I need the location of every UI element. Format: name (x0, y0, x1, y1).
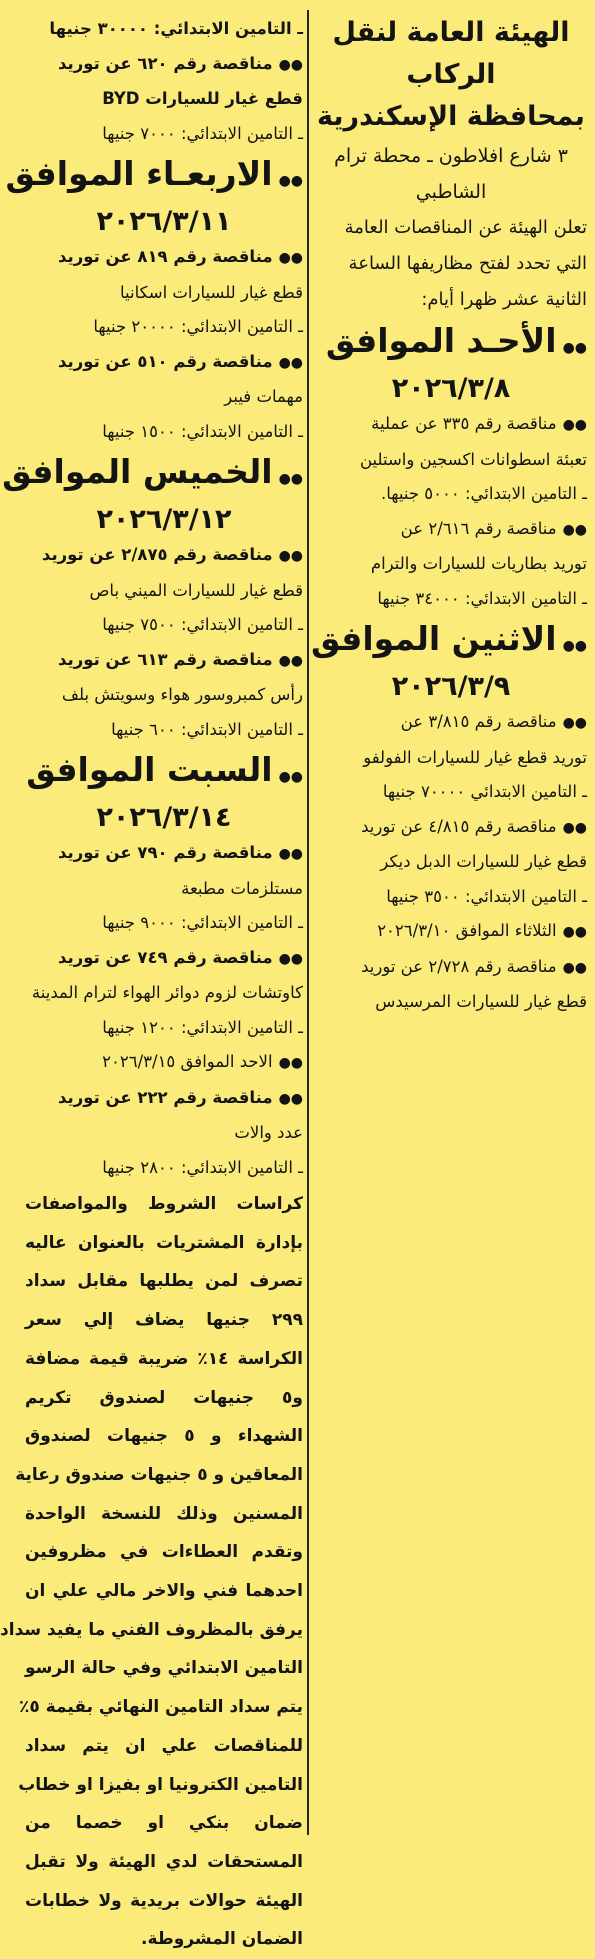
left-tender-blocks (2, 12, 303, 1185)
tender-line (315, 775, 587, 810)
tender-line (315, 950, 587, 986)
tender-line (25, 574, 303, 609)
tender-line-text: قطع غيار للسيارات اسكانيا (120, 282, 303, 302)
tender-line (25, 1081, 303, 1117)
day-heading-date: ٢٠٢٦/٣/١٢ (96, 504, 232, 535)
tender-line-text: ـ التامين الابتدائي: ٩٠٠٠ جنيها (102, 913, 303, 932)
tender-line-text: مناقصة رقم ٢/٨٧٥ عن توريد (41, 545, 273, 564)
conditions-paragraph (0, 1185, 303, 1959)
conditions-line: التامين الكترونيا او بفيزا او خطاب (18, 1774, 303, 1795)
conditions-line: الكراسة ١٤٪ ضريبة قيمة مضافة (25, 1348, 303, 1369)
tender-line-text: ـ التامين الابتدائي: ٦٠٠ جنيها (111, 719, 303, 739)
tender-line (25, 643, 303, 679)
tender-line (25, 82, 303, 117)
bullet-dots-icon: ●● (278, 548, 303, 564)
tender-line (315, 443, 587, 478)
day-heading (315, 318, 587, 407)
tender-line (315, 914, 587, 950)
bullet-dots-icon: ●● (562, 715, 587, 731)
day-heading-date: ٢٠٢٦/٣/٩ (391, 671, 511, 702)
bullet-dots-icon: ●● (278, 950, 303, 967)
day-heading (5, 151, 303, 240)
tender-line-text: قطع غيار للسيارات الميني باص (89, 580, 303, 600)
tender-line (25, 678, 303, 713)
tender-line-text: مناقصة رقم ٦١٣ عن توريد (58, 649, 273, 669)
day-heading-title (25, 747, 303, 800)
tender-line-text: قطع غيار للسيارات المرسيدس (375, 992, 587, 1011)
intro (315, 210, 587, 318)
conditions-line: الضمان المشروطة. (141, 1929, 303, 1950)
tender-line-text: تعبئة اسطوانات اكسجين واستلين (359, 449, 587, 469)
tender-line-text: ـ التامين الابتدائي: ٣٤٠٠٠ جنيها (377, 588, 587, 608)
tender-line (315, 547, 587, 582)
tender-line (25, 310, 303, 345)
bullet-dots-icon: ●● (562, 819, 587, 836)
tender-line (315, 985, 587, 1020)
left-column (0, 12, 303, 1959)
tender-line (25, 608, 303, 643)
tender-line (25, 872, 303, 907)
bullet-dots-icon: ●● (278, 1055, 303, 1071)
conditions-line: المسنين وذلك للنسخة الواحدة (25, 1503, 303, 1524)
bullet-dots-icon: ●● (278, 173, 303, 189)
tender-line-text: توريد بطاريات للسيارات والترام (370, 554, 587, 573)
tender-line-text: مستلزمات مطبعة (181, 878, 303, 898)
day-heading-title (310, 616, 587, 669)
address (315, 138, 587, 210)
column-divider (307, 10, 309, 1835)
tender-line-text: عدد والات (234, 1123, 303, 1142)
tender-line-text: ـ التامين الابتدائي: ٣٥٠٠ جنيها (386, 886, 587, 906)
day-heading-text: السبت الموافق (26, 750, 273, 789)
tender-line (25, 836, 303, 872)
tender-line-text: مناقصة رقم ٦٢٠ عن توريد (58, 53, 273, 73)
conditions-line: و٥ جنيهات لصندوق تكريم (25, 1387, 303, 1408)
bullet-dots-icon: ●● (278, 652, 303, 669)
day-heading-text: الأحـد الموافق (325, 321, 557, 360)
conditions-line: ٢٩٩ جنيها يضاف إلي سعر (25, 1310, 303, 1331)
tender-line-text: ـ التامين الابتدائي: ٣٠٠٠٠ جنيها (49, 19, 303, 38)
tender-line (25, 345, 303, 381)
tender-line-text: ـ التامين الابتدائي ٧٠٠٠٠ جنيها (382, 782, 587, 801)
conditions-line: المعاقين و ٥ جنيهات صندوق رعاية (15, 1464, 303, 1485)
tender-line (25, 415, 303, 450)
bullet-dots-icon: ●● (278, 846, 303, 862)
bullet-dots-icon: ●● (562, 417, 587, 433)
tender-line-text: قطع غيار للسيارات الدبل ديكر (380, 852, 587, 871)
tender-line (315, 705, 587, 741)
address-line: ٣ شارع افلاطون ـ محطة ترام (334, 145, 568, 167)
tender-line-text: مناقصة رقم ٣/٨١٥ عن (400, 712, 557, 731)
day-heading-date: ٢٠٢٦/٣/١٤ (96, 802, 232, 833)
tender-line-text: ـ التامين الابتدائي: ٢٠٠٠٠ جنيها (93, 317, 303, 336)
conditions-line: تصرف لمن يطلبها مقابل سداد (25, 1271, 303, 1292)
tender-line-text: قطع غيار للسيارات BYD (102, 89, 303, 108)
header-line: الهيئة العامة لنقل الركاب (332, 17, 570, 90)
tender-line-text: مناقصة رقم ٥١٠ عن توريد (58, 351, 273, 371)
day-heading-title (315, 318, 587, 371)
tender-line-text: مناقصة رقم ٧٩٠ عن توريد (58, 843, 273, 862)
tender-line-text: مناقصة رقم ٢/٧٢٨ عن توريد (361, 956, 557, 976)
conditions-line: وتقدم العطاءات في مظروفين (25, 1542, 303, 1563)
bullet-dots-icon: ●● (562, 924, 587, 940)
tender-line (25, 1045, 303, 1081)
tender-line (25, 240, 303, 276)
bullet-dots-icon: ●● (562, 340, 587, 356)
conditions-line: الهيئة حوالات بريدية ولا خطابات (25, 1890, 303, 1911)
tender-line (25, 1151, 303, 1186)
conditions-line: الشهداء و ٥ جنيهات لصندوق (25, 1426, 303, 1447)
tender-line-text: مناقصة رقم ٢/٦١٦ عن (400, 518, 557, 538)
tender-line (25, 941, 303, 977)
tender-line (315, 582, 587, 617)
tender-line-text: الثلاثاء الموافق ٢٠٢٦/٣/١٠ (377, 921, 557, 940)
tender-line-text: مناقصة رقم ٣٣٥ عن عملية (371, 414, 557, 433)
tender-line (25, 117, 303, 152)
conditions-line: احدهما فني والاخر مالي علي ان (25, 1581, 303, 1602)
bullet-dots-icon: ●● (278, 250, 303, 266)
day-heading (2, 449, 303, 538)
bullet-dots-icon: ●● (278, 1090, 303, 1107)
tender-line-text: ـ التامين الابتدائي: ١٥٠٠ جنيها (102, 421, 303, 441)
conditions-line: يرفق بالمظروف الفني ما يفيد سداد (0, 1619, 303, 1640)
tender-line (315, 477, 587, 512)
tender-line (25, 47, 303, 83)
address-line: الشاطبي (415, 181, 487, 203)
tender-line-text: ـ التامين الابتدائي: ٥٠٠٠ جنيها. (380, 484, 587, 503)
tender-line-text: ـ التامين الابتدائي: ٧٥٠٠ جنيها (102, 615, 303, 634)
intro-line: تعلن الهيئة عن المناقصات العامة (344, 217, 587, 238)
tender-line-text: مهمات فيبر (224, 387, 303, 406)
tender-line (25, 380, 303, 415)
day-heading-text: الخميس الموافق (2, 452, 273, 491)
bullet-dots-icon: ●● (562, 521, 587, 538)
tender-line-text: مناقصة رقم ٧٤٩ عن توريد (58, 947, 273, 967)
conditions-line: المستحقات لدي الهيئة ولا تقبل (25, 1851, 303, 1872)
tender-line-text: توريد قطع غيار للسيارات الفولفو (363, 747, 587, 767)
conditions-line: للمناقصات علي ان يتم سداد (25, 1735, 303, 1756)
intro-line: التي تحدد لفتح مظاريفها الساعة (348, 253, 587, 274)
tender-line (25, 1011, 303, 1046)
day-heading-date: ٢٠٢٦/٣/٨ (391, 373, 511, 404)
tender-line-text: مناقصة رقم ٢٢٢ عن توريد (58, 1087, 273, 1107)
tender-line-text: مناقصة رقم ٨١٩ عن توريد (58, 247, 273, 266)
bullet-dots-icon: ●● (562, 959, 587, 976)
tender-line (315, 810, 587, 846)
bullet-dots-icon: ●● (562, 638, 587, 654)
tender-line-text: مناقصة رقم ٤/٨١٥ عن توريد (361, 816, 557, 836)
conditions-line: بإدارة المشتريات بالعنوان عاليه (25, 1232, 303, 1253)
conditions-line: التامين الابتدائي وفي حالة الرسو (25, 1658, 303, 1679)
tender-line-text: كاوتشات لزوم دوائر الهواء لترام المدينة (31, 983, 303, 1002)
intro-line: الثانية عشر ظهرا أيام: (421, 289, 587, 310)
tender-line (315, 741, 587, 776)
tender-line (25, 713, 303, 748)
tender-line-text: رأس كمبروسور هواء وسويتش بلف (61, 685, 303, 704)
tender-line-text: ـ التامين الابتدائي: ٧٠٠٠ جنيها (102, 123, 303, 143)
day-heading-title (2, 449, 303, 502)
right-tender-sections (310, 318, 587, 1020)
tender-line-text: الاحد الموافق ٢٠٢٦/٣/١٥ (102, 1052, 273, 1071)
tender-line (25, 976, 303, 1011)
bullet-dots-icon: ●● (278, 769, 303, 785)
tender-line (315, 880, 587, 915)
tender-line (25, 12, 303, 47)
day-heading-text: الاربعـاء الموافق (5, 154, 273, 193)
bullet-dots-icon: ●● (278, 471, 303, 487)
tender-line-text: ـ التامين الابتدائي: ١٢٠٠ جنيها (102, 1017, 303, 1037)
tender-line-text: ـ التامين الابتدائي: ٢٨٠٠ جنيها (102, 1157, 303, 1177)
tender-line (25, 1116, 303, 1151)
day-heading-text: الاثنين الموافق (310, 619, 557, 658)
tender-line (315, 512, 587, 548)
tender-line (25, 276, 303, 311)
day-heading (25, 747, 303, 836)
conditions-line: ضمان بنكي او خصما من (25, 1813, 303, 1834)
tender-line (315, 845, 587, 880)
tender-line (25, 538, 303, 574)
day-heading (310, 616, 587, 705)
bullet-dots-icon: ●● (278, 56, 303, 73)
day-heading-title (5, 151, 303, 204)
authority-header (315, 12, 587, 138)
right-column (310, 12, 587, 1020)
conditions-line: كراسات الشروط والمواصفات (25, 1194, 303, 1214)
header-line: بمحافظة الإسكندرية (317, 101, 585, 132)
day-heading-date: ٢٠٢٦/٣/١١ (96, 206, 232, 237)
conditions-line: يتم سداد التامين النهائي بقيمة ٥٪ (18, 1697, 303, 1718)
tender-line (315, 407, 587, 443)
tender-line (25, 906, 303, 941)
bullet-dots-icon: ●● (278, 354, 303, 371)
